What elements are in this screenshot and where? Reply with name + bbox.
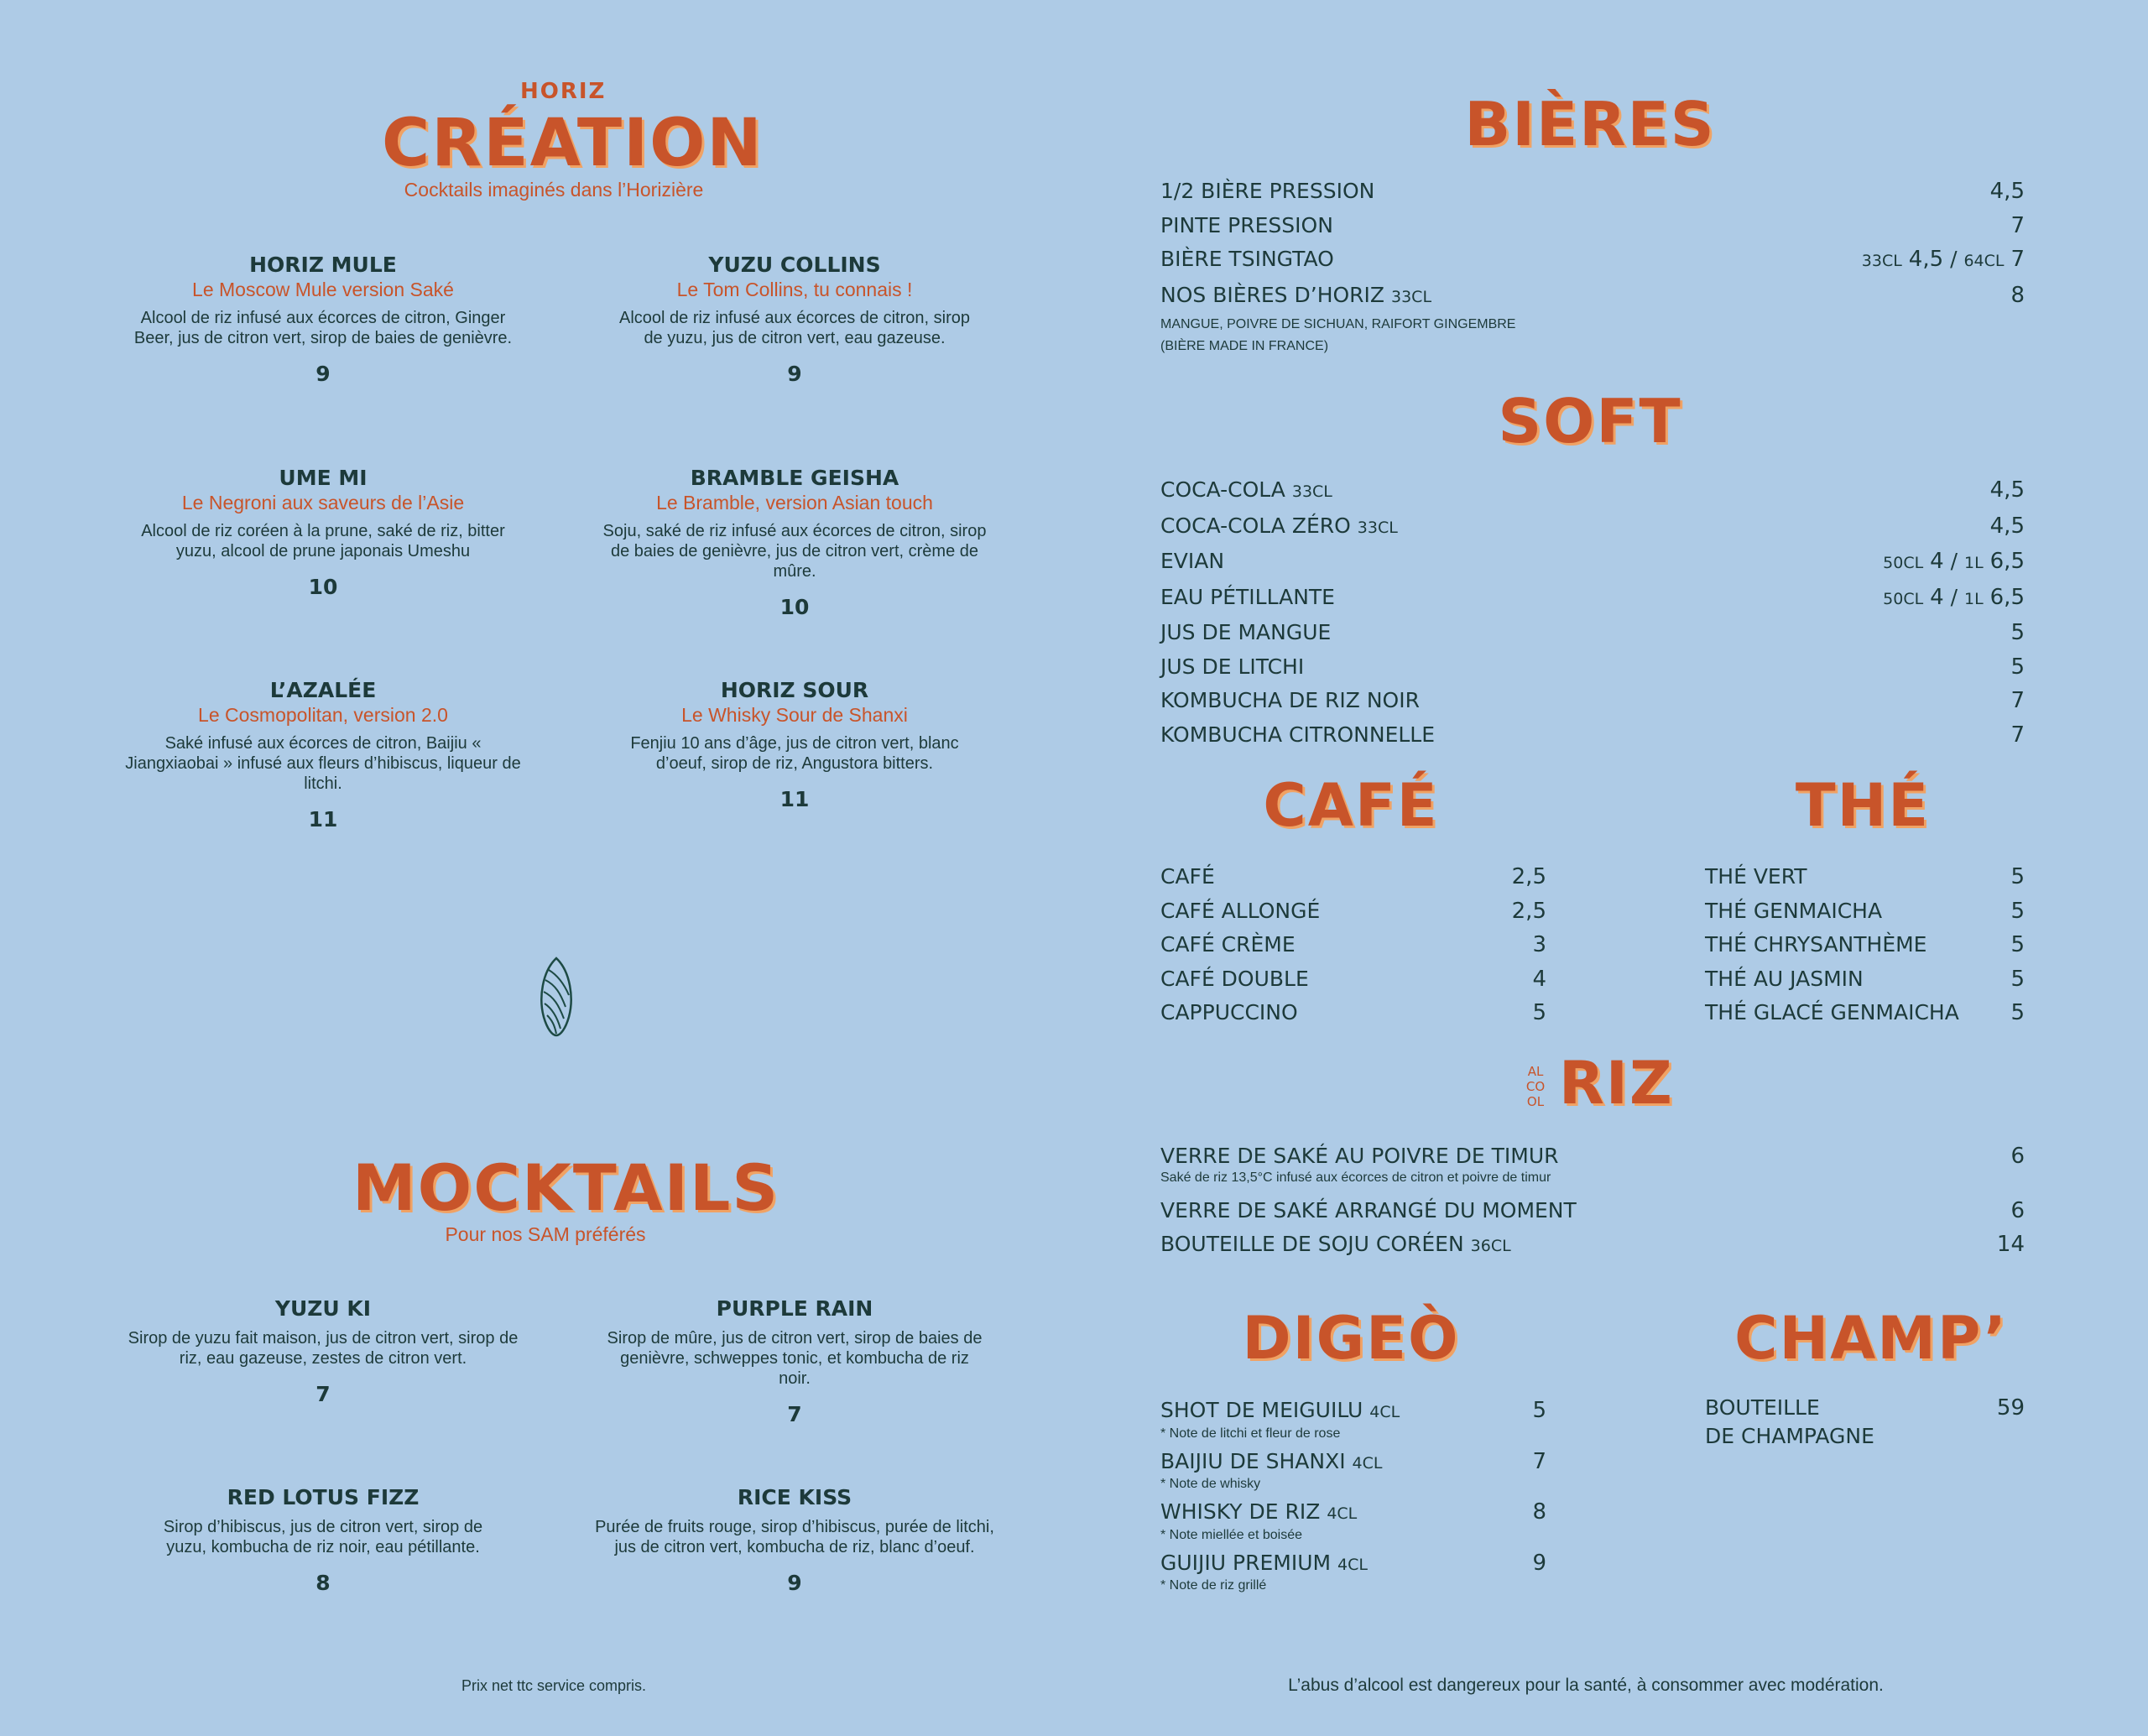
- cocktail-name: BRAMBLE GEISHA: [690, 466, 899, 490]
- item-name: EVIAN: [1160, 549, 1225, 573]
- mocktails-subtitle: Pour nos SAM préférés: [445, 1223, 646, 1245]
- menu-row: [1160, 616, 2025, 650]
- item-name: THÉ GENMAICHA: [1705, 898, 1883, 923]
- item-price: 5: [2010, 1000, 2025, 1025]
- item-name: NOS BIÈRES D’HORIZ: [1160, 282, 1385, 307]
- menu-row: [1160, 684, 2025, 718]
- item-price: 7: [2010, 688, 2025, 713]
- item-name: JUS DE LITCHI: [1160, 654, 1305, 679]
- cafe-title: CAFÉ: [1263, 771, 1439, 840]
- item-name: VERRE DE SAKÉ ARRANGÉ DU MOMENT: [1160, 1197, 1577, 1222]
- item-name: PINTE PRESSION: [1160, 212, 1333, 237]
- cocktail-card: [122, 678, 524, 832]
- cocktail-name: YUZU COLLINS: [708, 253, 881, 277]
- item-name: CAFÉ ALLONGÉ: [1160, 898, 1321, 923]
- menu-row: [1705, 1394, 2025, 1422]
- cocktail-card: [593, 466, 996, 619]
- menu-row: [1160, 928, 1546, 962]
- item-price: 4,5: [1989, 513, 2025, 539]
- footer-price-note: Prix net ttc service compris.: [461, 1677, 647, 1694]
- alcool-label: [1522, 1064, 1549, 1109]
- item-size: 4CL: [1327, 1504, 1358, 1523]
- item-price: 5: [2010, 932, 2025, 957]
- tasting-note: * Note miellée et boisée: [1160, 1527, 1302, 1542]
- bieres-title: BIÈRES: [1464, 89, 1716, 159]
- brand-logo: HORIZ: [520, 79, 607, 104]
- riz-list: [1160, 1139, 2025, 1264]
- item-size: 4CL: [1337, 1555, 1368, 1574]
- item-name: GUIJIU PREMIUM: [1160, 1550, 1332, 1575]
- item-price: 5: [2010, 966, 2025, 992]
- cocktail-price: 9: [315, 362, 331, 386]
- creation-subtitle: Cocktails imaginés dans l’Horizière: [404, 179, 704, 201]
- item-name: THÉ AU JASMIN: [1705, 966, 1864, 991]
- cocktail-name: HORIZ SOUR: [720, 678, 869, 702]
- item-name: JUS DE MANGUE: [1160, 620, 1332, 644]
- digeo-title: DIGEÒ: [1242, 1304, 1460, 1373]
- alcool-label-part: OL: [1526, 1094, 1545, 1109]
- cocktail-name: UME MI: [279, 466, 368, 490]
- item-name: 1/2 BIÈRE PRESSION: [1160, 179, 1375, 203]
- item-price: 5: [2010, 620, 2025, 645]
- item-name: SHOT DE MEIGUILU: [1160, 1398, 1363, 1422]
- item-price: 4,5: [1908, 247, 1944, 272]
- menu-row: [1705, 962, 2025, 997]
- item-price: 9: [1532, 1550, 1546, 1576]
- mocktail-card: [593, 1296, 996, 1426]
- cocktail-description: Alcool de riz infusé aux écorces de citron, Ginger Beer, jus de citron vert, sirop de baies de genièvre.: [133, 309, 513, 347]
- footer-health-warning: L’abus d’alcool est dangereux pour la santé, à consommer avec modération.: [1288, 1676, 1884, 1695]
- item-price: 14: [1996, 1232, 2025, 1257]
- cocktail-description: Saké infusé aux écorces de citron, Baijiu « Jiangxiaobai » infusé aux fleurs d’hibiscus, liqueur de litchi.: [125, 734, 521, 793]
- menu-row: [1160, 242, 2025, 279]
- item-price: 4,5: [1989, 477, 2025, 503]
- item-size: 4CL: [1369, 1403, 1400, 1421]
- menu-row: [1160, 1194, 2025, 1228]
- item-price: 4: [1930, 584, 1944, 610]
- cafe-list: [1160, 860, 1546, 1030]
- mocktail-description: Sirop d’hibiscus, jus de citron vert, sirop de yuzu, kombucha de riz noir, eau pétillante.: [163, 1518, 483, 1556]
- leaf-icon: [537, 957, 576, 1037]
- menu-row: [1705, 928, 2025, 962]
- cocktail-card: [593, 678, 996, 811]
- cocktail-name: L’AZALÉE: [269, 678, 377, 702]
- alcool-label-part: AL: [1527, 1064, 1544, 1079]
- menu-row: [1160, 1546, 1546, 1582]
- item-price: 4,5: [1989, 179, 2025, 204]
- item-price: 5: [2010, 898, 2025, 924]
- cocktail-description: Fenjiu 10 ans d’âge, jus de citron vert, blanc d’oeuf, sirop de riz, Angustora bitters.: [630, 734, 959, 773]
- item-price: 4: [1532, 966, 1546, 992]
- item-price: 6,5: [1989, 584, 2025, 610]
- mocktail-card: [593, 1485, 996, 1595]
- soft-title: SOFT: [1498, 386, 1682, 456]
- item-volume: 33CL: [1861, 252, 1902, 270]
- item-size: 36CL: [1470, 1237, 1511, 1255]
- item-name: THÉ CHRYSANTHÈME: [1705, 932, 1927, 957]
- item-price: 6: [2010, 1197, 2025, 1223]
- item-price: 5: [2010, 864, 2025, 889]
- mocktail-card: [122, 1485, 524, 1595]
- menu-row: [1160, 718, 2025, 753]
- menu-row: [1160, 650, 2025, 685]
- bieres-list: [1160, 175, 2025, 357]
- cocktail-tagline: Le Bramble, version Asian touch: [656, 492, 933, 514]
- cocktail-tagline: Le Negroni aux saveurs de l’Asie: [181, 492, 465, 514]
- menu-row: [1160, 962, 1546, 997]
- cocktail-price: 9: [787, 362, 802, 386]
- cocktail-price: 10: [308, 575, 338, 599]
- item-name: VERRE DE SAKÉ AU POIVRE DE TIMUR: [1160, 1144, 1559, 1168]
- item-name: KOMBUCHA CITRONNELLE: [1160, 722, 1436, 747]
- cocktail-price: 10: [779, 595, 810, 619]
- menu-row: [1160, 279, 2025, 315]
- cocktail-card: [122, 253, 524, 386]
- cocktail-price: 11: [308, 807, 338, 832]
- cocktail-price: 11: [779, 787, 810, 811]
- item-name: COCA-COLA: [1160, 477, 1285, 502]
- item-name: DE CHAMPAGNE: [1705, 1424, 1874, 1448]
- champ-list: [1705, 1394, 2025, 1451]
- item-price: 2,5: [1511, 864, 1546, 889]
- mocktail-name: YUZU KI: [274, 1296, 372, 1321]
- item-name: BOUTEILLE: [1705, 1395, 1820, 1420]
- mocktail-price: 9: [787, 1571, 802, 1595]
- riz-title: RIZ: [1559, 1049, 1674, 1118]
- menu-row: [1160, 175, 2025, 209]
- item-size: 33CL: [1291, 482, 1332, 501]
- menu-row: [1160, 581, 2025, 617]
- item-volume: 50CL: [1883, 554, 1924, 572]
- cocktail-card: [593, 253, 996, 386]
- item-price: 59: [1996, 1395, 2025, 1421]
- item-volume: 64CL: [1963, 252, 2005, 270]
- item-name: BAIJIU DE SHANXI: [1160, 1448, 1346, 1473]
- item-price: 6,5: [1989, 549, 2025, 574]
- item-name: KOMBUCHA DE RIZ NOIR: [1160, 688, 1420, 712]
- item-name: COCA-COLA ZÉRO: [1160, 513, 1351, 538]
- mocktail-description: Purée de fruits rouge, sirop d’hibiscus, purée de litchi, jus de citron vert, kombucha de riz, blanc d’oeuf.: [595, 1518, 994, 1556]
- cocktail-description: Alcool de riz coréen à la prune, saké de riz, bitter yuzu, alcool de prune japonais Umeshu: [141, 522, 505, 560]
- mocktail-description: Sirop de mûre, jus de citron vert, sirop de baies de genièvre, schweppes tonic, et kombucha de riz noir.: [607, 1329, 983, 1388]
- item-volume: 1L: [1964, 589, 1984, 608]
- beer-note: MANGUE, POIVRE DE SICHUAN, RAIFORT GINGEMBRE: [1160, 317, 1516, 331]
- tasting-note: * Note de litchi et fleur de rose: [1160, 1426, 1341, 1441]
- tasting-note: * Note de whisky: [1160, 1477, 1261, 1491]
- tasting-note: * Note de riz grillé: [1160, 1578, 1267, 1593]
- cocktail-tagline: Le Tom Collins, tu connais !: [676, 279, 913, 300]
- cocktail-card: [122, 466, 524, 599]
- menu-row: [1160, 1228, 2025, 1264]
- mocktail-name: RICE KISS: [737, 1485, 852, 1509]
- cocktail-tagline: Le Whisky Sour de Shanxi: [681, 704, 908, 726]
- item-price: 7: [2010, 212, 2025, 238]
- item-name: CAFÉ: [1160, 864, 1215, 889]
- cocktail-description: Alcool de riz infusé aux écorces de citron, sirop de yuzu, jus de citron vert, eau gazeuse.: [619, 309, 970, 347]
- menu-row: [1705, 860, 2025, 894]
- menu-row: [1705, 894, 2025, 929]
- item-name: THÉ GLACÉ GENMAICHA: [1705, 1000, 1959, 1024]
- menu-row: [1160, 1394, 1546, 1430]
- cocktail-tagline: Le Cosmopolitan, version 2.0: [198, 704, 448, 726]
- item-volume: 1L: [1964, 554, 1984, 572]
- item-name: CAPPUCCINO: [1160, 1000, 1298, 1024]
- item-price: 7: [2010, 722, 2025, 748]
- item-price: 2,5: [1511, 898, 1546, 924]
- item-price: 8: [2010, 282, 2025, 308]
- menu-row: [1160, 894, 1546, 929]
- the-list: [1705, 860, 2025, 1030]
- mocktail-name: PURPLE RAIN: [716, 1296, 873, 1321]
- alcool-label-part: CO: [1525, 1079, 1546, 1094]
- menu-row: [1705, 996, 2025, 1030]
- menu-row: [1705, 1422, 2025, 1451]
- menu-row: [1160, 860, 1546, 894]
- menu-row: [1160, 996, 1546, 1030]
- item-size: 33CL: [1391, 287, 1432, 306]
- item-name: BOUTEILLE DE SOJU CORÉEN: [1160, 1232, 1464, 1256]
- item-price: 5: [1532, 1398, 1546, 1423]
- item-name: WHISKY DE RIZ: [1160, 1499, 1321, 1524]
- item-size: 4CL: [1352, 1453, 1383, 1473]
- mocktail-price: 8: [315, 1571, 331, 1595]
- menu-row: [1160, 545, 2025, 581]
- digeo-list: [1160, 1394, 1546, 1593]
- creation-title: CRÉATION: [382, 106, 764, 181]
- item-price: 6: [2010, 1144, 2025, 1169]
- item-price: 5: [1532, 1000, 1546, 1025]
- mocktail-price: 7: [315, 1382, 331, 1406]
- mocktail-name: RED LOTUS FIZZ: [227, 1485, 420, 1509]
- price-separator: /: [1943, 584, 1964, 609]
- menu-row: [1160, 209, 2025, 243]
- cocktail-name: HORIZ MULE: [249, 253, 397, 277]
- champ-title: CHAMP’: [1734, 1304, 2008, 1373]
- cocktail-description: Soju, saké de riz infusé aux écorces de citron, sirop de baies de genièvre, jus de citron vert, crème de mûre.: [602, 522, 987, 581]
- item-price: 8: [1532, 1499, 1546, 1525]
- item-description: Saké de riz 13,5°C infusé aux écorces de citron et poivre de timur: [1160, 1170, 1551, 1185]
- mocktail-description: Sirop de yuzu fait maison, jus de citron vert, sirop de riz, eau gazeuse, zestes de citron vert.: [128, 1329, 519, 1368]
- item-name: BIÈRE TSINGTAO: [1160, 247, 1334, 271]
- mocktail-price: 7: [787, 1402, 802, 1426]
- menu-row: [1160, 1445, 1546, 1481]
- item-name: EAU PÉTILLANTE: [1160, 584, 1335, 609]
- price-separator: /: [1943, 247, 1964, 271]
- item-price: 3: [1532, 932, 1546, 957]
- soft-list: [1160, 473, 2025, 752]
- item-price: 7: [1532, 1448, 1546, 1474]
- item-price: 5: [2010, 654, 2025, 680]
- beer-note: (BIÈRE MADE IN FRANCE): [1160, 339, 1329, 353]
- the-title: THÉ: [1795, 771, 1931, 840]
- item-name: CAFÉ CRÈME: [1160, 932, 1296, 957]
- item-name: THÉ VERT: [1705, 864, 1807, 889]
- item-volume: 50CL: [1883, 589, 1924, 608]
- item-name: CAFÉ DOUBLE: [1160, 966, 1309, 991]
- menu-row: [1160, 509, 2025, 545]
- cocktail-tagline: Le Moscow Mule version Saké: [192, 279, 454, 300]
- menu-row: [1160, 1495, 1546, 1531]
- item-price: 7: [2010, 247, 2025, 272]
- menu-row: [1160, 473, 2025, 509]
- item-size: 33CL: [1357, 518, 1398, 537]
- item-price: 4: [1930, 549, 1944, 574]
- mocktails-title: MOCKTAILS: [352, 1150, 780, 1225]
- price-separator: /: [1943, 549, 1964, 573]
- mocktail-card: [122, 1296, 524, 1406]
